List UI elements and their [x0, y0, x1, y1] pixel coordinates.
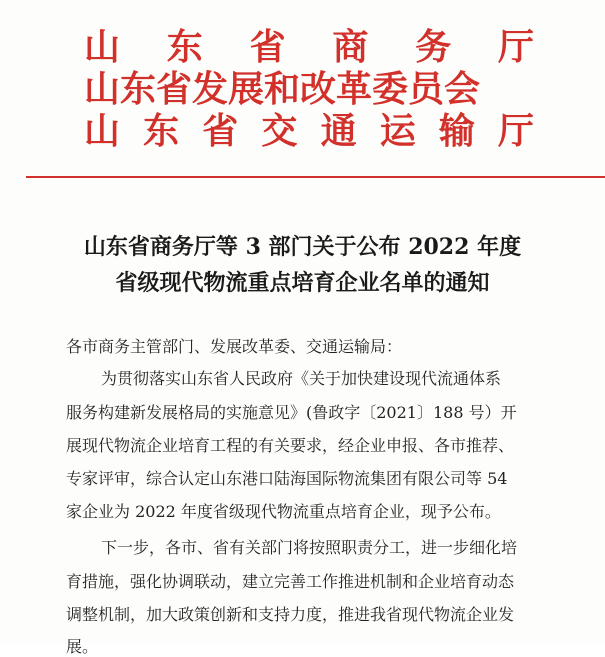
agency-name-character: 山: [84, 26, 121, 68]
agency-name-character: 输: [438, 110, 475, 152]
paragraph-1-line-2: 服务构建新发展格局的实施意见》(鲁政字〔2021〕188 号）开: [66, 403, 517, 422]
agency-name-character: 务: [415, 26, 452, 68]
agency-name-commerce: [84, 26, 534, 68]
paragraph-2-line-3: 调整机制，加大政策创新和支持力度，推进我省现代物流企业发: [66, 605, 515, 624]
paragraph-1-line-1: 为贯彻落实山东省人民政府《关于加快建设现代流通体系: [101, 369, 502, 388]
paragraph-2-line-2: 育措施，强化协调联动，建立完善工作推进机制和企业培育动态: [66, 572, 515, 591]
agency-name-character: 山: [84, 110, 121, 152]
paragraph-1-line-5: 家企业为 2022 年度省级现代物流重点培育企业，现予公布。: [66, 502, 501, 521]
salutation: 各市商务主管部门、发展改革委、交通运输局：: [66, 337, 403, 356]
agency-name-character: 东: [166, 26, 203, 68]
agency-name-development-reform: [84, 68, 534, 110]
red-divider-line: [26, 176, 605, 178]
agency-name-character: 省: [202, 110, 239, 152]
paragraph-2-line-1: 下一步，各市、省有关部门将按照职责分工，进一步细化培: [101, 538, 518, 557]
paragraph-2-line-4: 展。: [66, 637, 99, 656]
agency-name-character: 运: [379, 110, 416, 152]
document-title-line-1: 山东省商务厅等 3 部门关于公布 2022 年度: [83, 234, 522, 260]
document-title-line-2: 省级现代物流重点培育企业名单的通知: [115, 270, 490, 296]
paragraph-1-line-3: 展现代物流企业培育工程的有关要求，经企业申报、各市推荐、: [66, 436, 515, 455]
agency-name-character: 省: [249, 26, 286, 68]
agency-name-character: 厅: [497, 26, 534, 68]
agency-name-character: 厅: [497, 110, 534, 152]
issuing-agencies-header: [84, 26, 534, 152]
agency-name-character: 交: [261, 110, 298, 152]
agency-name-character: 通: [320, 110, 357, 152]
agency-name-character: 东: [143, 110, 180, 152]
agency-name-character: 商: [332, 26, 369, 68]
agency-name-development-reform-text: 山东省发展和改革委员会: [84, 68, 481, 110]
agency-name-transport: [84, 110, 534, 152]
paragraph-1-line-4: 专家评审，综合认定山东港口陆海国际物流集团有限公司等 54: [66, 469, 508, 488]
